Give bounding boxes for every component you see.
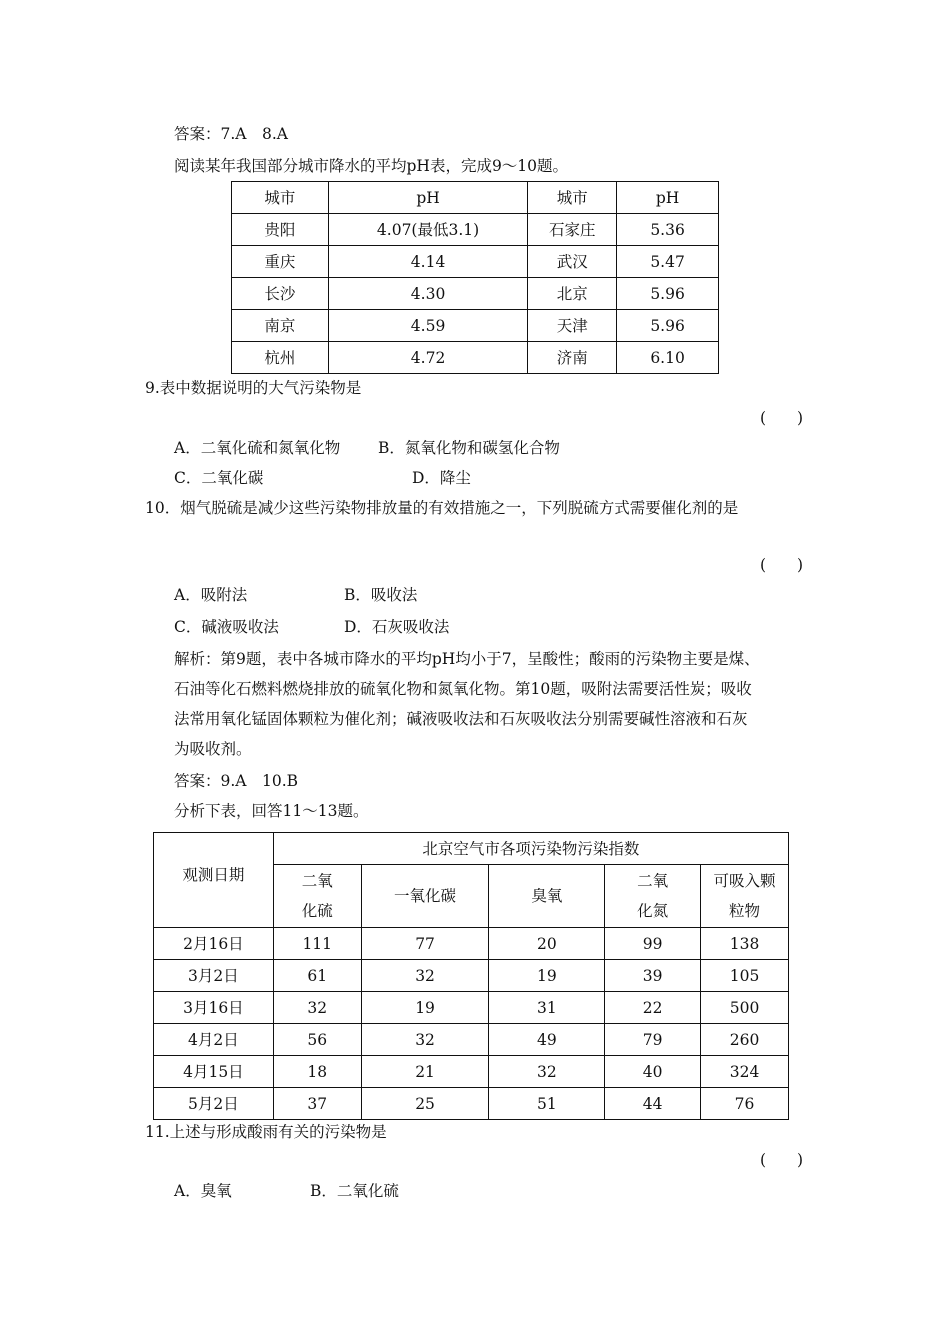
header-cell <box>489 865 605 928</box>
city-cell: 长沙 <box>232 278 329 310</box>
value-cell: 37 <box>273 1088 361 1120</box>
value-cell: 79 <box>605 1024 701 1056</box>
header-cell <box>361 865 489 928</box>
value-cell: 32 <box>361 960 489 992</box>
value-cell: 61 <box>273 960 361 992</box>
table-row <box>232 246 719 278</box>
header-line: 臭氧 <box>531 887 563 905</box>
ph-cell: 4.30 <box>328 278 528 310</box>
question-11-answer-blank: ( ) <box>760 1151 804 1169</box>
ph-cell: 6.10 <box>617 342 719 374</box>
city-cell: 杭州 <box>232 342 329 374</box>
air-pollution-table <box>153 832 789 1120</box>
ph-cell: 4.07(最低3.1) <box>328 214 528 246</box>
table-row <box>154 1088 789 1120</box>
question-11-stem: 11.上述与形成酸雨有关的污染物是 <box>145 1123 387 1141</box>
value-cell: 39 <box>605 960 701 992</box>
header-line: 可吸入颗 <box>713 872 776 890</box>
city-cell: 南京 <box>232 310 329 342</box>
ph-cell: 4.72 <box>328 342 528 374</box>
value-cell: 32 <box>273 992 361 1024</box>
value-cell: 32 <box>489 1056 605 1088</box>
ph-cell: 4.59 <box>328 310 528 342</box>
ph-cell: 4.14 <box>328 246 528 278</box>
header-line: 化硫 <box>301 902 333 920</box>
value-cell: 138 <box>701 928 789 960</box>
analysis-line: 解析：第9题，表中各城市降水的平均pH均小于7，呈酸性；酸雨的污染物主要是煤、 <box>174 650 760 668</box>
value-cell: 324 <box>701 1056 789 1088</box>
question-9-option-d: D．降尘 <box>412 469 471 487</box>
value-cell: 49 <box>489 1024 605 1056</box>
header-cell: 城市 <box>528 182 617 214</box>
value-cell: 31 <box>489 992 605 1024</box>
value-cell: 76 <box>701 1088 789 1120</box>
answer-7-8: 答案：7.A 8.A <box>174 125 288 143</box>
table-row <box>232 214 719 246</box>
value-cell: 22 <box>605 992 701 1024</box>
header-line: 二氧 <box>637 872 669 890</box>
header-cell <box>273 865 361 928</box>
question-10-option-a: A．吸附法 <box>174 586 248 604</box>
header-cell: 城市 <box>232 182 329 214</box>
header-cell <box>605 865 701 928</box>
question-11-option-a: A．臭氧 <box>174 1182 232 1200</box>
value-cell: 32 <box>361 1024 489 1056</box>
air-table-intro: 分析下表，回答11～13题。 <box>174 802 369 820</box>
ph-table-intro: 阅读某年我国部分城市降水的平均pH表，完成9～10题。 <box>174 157 569 175</box>
table-row <box>154 992 789 1024</box>
ph-cell: 5.47 <box>617 246 719 278</box>
header-line: 化氮 <box>637 902 669 920</box>
analysis-line: 为吸收剂。 <box>174 740 252 758</box>
question-9-option-a: A．二氧化硫和氮氧化物 <box>174 439 341 457</box>
ph-table <box>231 181 719 374</box>
value-cell: 44 <box>605 1088 701 1120</box>
question-10-option-b: B．吸收法 <box>344 586 418 604</box>
city-cell: 济南 <box>528 342 617 374</box>
value-cell: 105 <box>701 960 789 992</box>
city-cell: 武汉 <box>528 246 617 278</box>
ph-cell: 5.96 <box>617 278 719 310</box>
date-cell: 2月16日 <box>154 928 274 960</box>
city-cell: 北京 <box>528 278 617 310</box>
value-cell: 99 <box>605 928 701 960</box>
value-cell: 19 <box>361 992 489 1024</box>
date-cell: 4月15日 <box>154 1056 274 1088</box>
value-cell: 260 <box>701 1024 789 1056</box>
question-10-option-d: D．石灰吸收法 <box>344 618 450 636</box>
value-cell: 18 <box>273 1056 361 1088</box>
value-cell: 19 <box>489 960 605 992</box>
table-row <box>154 1024 789 1056</box>
header-line: 粒物 <box>729 902 761 920</box>
question-9-option-b: B．氮氧化物和碳氢化合物 <box>378 439 560 457</box>
date-cell: 5月2日 <box>154 1088 274 1120</box>
city-cell: 贵阳 <box>232 214 329 246</box>
value-cell: 77 <box>361 928 489 960</box>
value-cell: 51 <box>489 1088 605 1120</box>
value-cell: 500 <box>701 992 789 1024</box>
analysis-line: 石油等化石燃料燃烧排放的硫氧化物和氮氧化物。第10题，吸附法需要活性炭；吸收 <box>174 680 752 698</box>
question-11-option-b: B．二氧化硫 <box>310 1182 399 1200</box>
value-cell: 25 <box>361 1088 489 1120</box>
table-title-cell: 北京空气市各项污染物污染指数 <box>273 833 788 865</box>
value-cell: 111 <box>273 928 361 960</box>
table-row <box>154 928 789 960</box>
question-10-stem: 10．烟气脱硫是减少这些污染物排放量的有效措施之一，下列脱硫方式需要催化剂的是 <box>145 499 739 517</box>
header-cell: pH <box>328 182 528 214</box>
date-header-cell: 观测日期 <box>154 833 274 928</box>
date-cell: 3月16日 <box>154 992 274 1024</box>
table-row <box>154 960 789 992</box>
table-row <box>154 1056 789 1088</box>
table-row <box>232 278 719 310</box>
ph-cell: 5.36 <box>617 214 719 246</box>
question-10-answer-blank: ( ) <box>760 556 804 574</box>
header-cell: pH <box>617 182 719 214</box>
header-line: 一氧化碳 <box>394 887 457 905</box>
table-title-row <box>154 833 789 865</box>
table-header-row <box>232 182 719 214</box>
table-row <box>232 310 719 342</box>
header-cell <box>701 865 789 928</box>
analysis-line: 法常用氧化锰固体颗粒为催化剂；碱液吸收法和石灰吸收法分别需要碱性溶液和石灰 <box>174 710 748 728</box>
city-cell: 天津 <box>528 310 617 342</box>
header-line: 二氧 <box>301 872 333 890</box>
value-cell: 56 <box>273 1024 361 1056</box>
question-9-option-c: C．二氧化碳 <box>174 469 264 487</box>
question-9-answer-blank: ( ) <box>760 409 804 427</box>
value-cell: 40 <box>605 1056 701 1088</box>
city-cell: 重庆 <box>232 246 329 278</box>
date-cell: 4月2日 <box>154 1024 274 1056</box>
question-9-stem: 9.表中数据说明的大气污染物是 <box>145 379 362 397</box>
value-cell: 20 <box>489 928 605 960</box>
table-row <box>232 342 719 374</box>
question-10-option-c: C．碱液吸收法 <box>174 618 279 636</box>
ph-cell: 5.96 <box>617 310 719 342</box>
value-cell: 21 <box>361 1056 489 1088</box>
date-cell: 3月2日 <box>154 960 274 992</box>
city-cell: 石家庄 <box>528 214 617 246</box>
answer-9-10: 答案：9.A 10.B <box>174 772 299 790</box>
